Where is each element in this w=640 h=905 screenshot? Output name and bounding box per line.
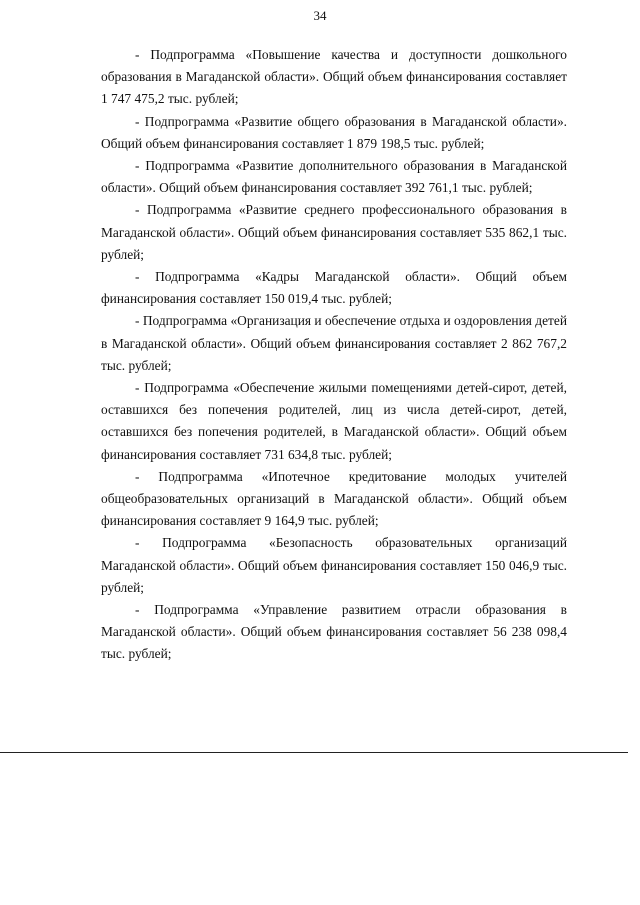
page-number: 34 (313, 8, 327, 23)
paragraph-school-safety: - Подпрограмма «Безопасность образовательных организаций Магаданской области». Общий объем финансирования составляет 150 046,9 тыс. рублей; (101, 535, 567, 595)
document-body (101, 44, 567, 666)
paragraph-teacher-mortgage: - Подпрограмма «Ипотечное кредитование молодых учителей общеобразовательных организаций в Магаданской области». Общий объем финансирования составляет 9 164,9 тыс. рублей; (101, 468, 567, 529)
paragraph-personnel: - Подпрограмма «Кадры Магаданской области». Общий объем финансирования составляет 150 019,4 тыс. рублей; (101, 269, 567, 307)
paragraph-vocational-education: - Подпрограмма «Развитие среднего профессионального образования в Магаданской области». Общий объем финансирования составляет 535 862,1 тыс. рублей; (101, 202, 567, 262)
paragraph-education-management: - Подпрограмма «Управление развитием отрасли образования в Магаданской области». Общий объем финансирования составляет 56 238 098,4 тыс. рублей; (101, 602, 567, 662)
paragraph-additional-education: - Подпрограмма «Развитие дополнительного образования в Магаданской области». Общий объем финансирования составляет 392 761,1 тыс. рублей; (101, 158, 567, 196)
paragraph-preschool-education: - Подпрограмма «Повышение качества и доступности дошкольного образования в Магаданской области». Общий объем финансирования составляет 1 747 475,2 тыс. рублей; (101, 47, 567, 107)
paragraph-children-recreation: - Подпрограмма «Организация и обеспечение отдыха и оздоровления детей в Магаданской области». Общий объем финансирования составляет 2 862 767,2 тыс. рублей; (101, 313, 567, 373)
paragraph-orphans-housing: - Подпрограмма «Обеспечение жилыми помещениями детей-сирот, детей, оставшихся без попечения родителей, лиц из числа детей-сирот, детей, оставшихся без попечения родителей, в Магаданской области». Общий объем финансирования составляет 731 634,8 тыс. рублей; (101, 380, 567, 462)
footer-divider (0, 752, 628, 753)
paragraph-general-education: - Подпрограмма «Развитие общего образования в Магаданской области». Общий объем финансирования составляет 1 879 198,5 тыс. рублей; (101, 113, 567, 151)
